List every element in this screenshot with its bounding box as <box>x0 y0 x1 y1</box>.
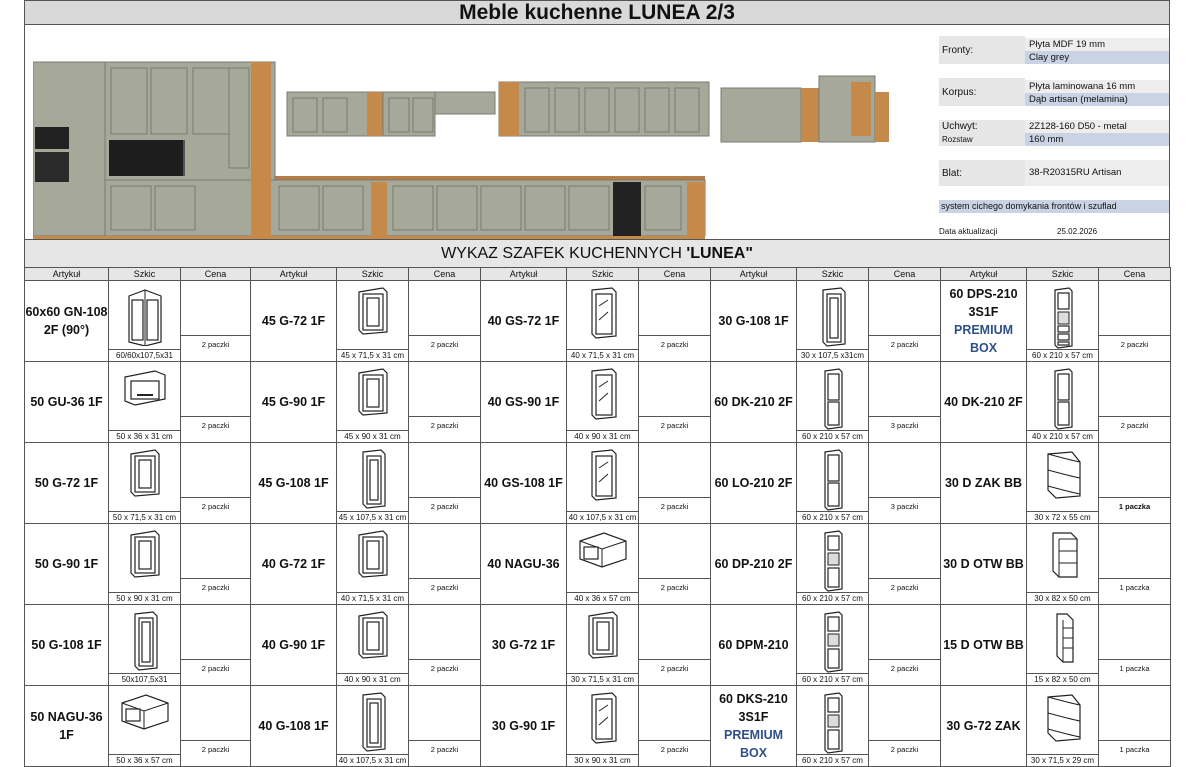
article-name: 40 G-90 1F <box>261 638 326 652</box>
dimensions-label: 50 x 36 x 31 cm <box>109 430 180 442</box>
sketch-cell <box>337 605 409 686</box>
column-header-artykul: Artykuł <box>711 268 797 281</box>
sketch-cell <box>797 362 869 443</box>
package-count: 2 paczki <box>409 416 480 442</box>
spec-label: Fronty: <box>939 36 1025 64</box>
sketch-cell <box>1027 281 1099 362</box>
price-cell <box>181 524 251 605</box>
package-count: 2 paczki <box>1099 335 1170 361</box>
sketch-cell <box>1027 362 1099 443</box>
sketch-cell <box>337 686 409 767</box>
dimensions-label: 40 x 90 x 31 cm <box>337 673 408 685</box>
sketch-cell <box>567 443 639 524</box>
price-cell <box>181 362 251 443</box>
sketch-cell <box>797 686 869 767</box>
column-header-szkic: Szkic <box>567 268 639 281</box>
package-count: 2 paczki <box>181 497 250 523</box>
article-name: 45 G-90 1F <box>261 395 326 409</box>
article-cell <box>481 362 567 443</box>
page-title: Meble kuchenne LUNEA 2/3 <box>24 0 1170 25</box>
column-header-cena: Cena <box>1099 268 1171 281</box>
update-date <box>939 227 1169 236</box>
spec-uchwyt <box>939 120 1169 133</box>
article-cell <box>711 686 797 767</box>
article-name: 60x60 GN-108 2F (90°) <box>25 305 108 337</box>
article-name: 40 GS-108 1F <box>484 476 563 490</box>
spec-value: Clay grey <box>1025 51 1169 64</box>
sketch-cell <box>567 524 639 605</box>
sketch-cell <box>109 524 181 605</box>
article-name: 40 GS-90 1F <box>487 395 560 409</box>
article-name: 30 G-72 1F <box>491 638 556 652</box>
price-cell <box>869 524 941 605</box>
dimensions-label: 50 x 36 x 57 cm <box>109 754 180 766</box>
sketch-cell <box>567 686 639 767</box>
article-cell <box>711 362 797 443</box>
package-count: 2 paczki <box>409 659 480 685</box>
article-cell <box>251 686 337 767</box>
article-name: 60 DP-210 2F <box>714 557 793 571</box>
article-cell <box>711 281 797 362</box>
column-header-szkic: Szkic <box>109 268 181 281</box>
package-count: 2 paczki <box>409 497 480 523</box>
column-header-cena: Cena <box>409 268 481 281</box>
price-cell <box>639 443 711 524</box>
price-cell <box>1099 524 1171 605</box>
package-count: 2 paczki <box>181 740 250 766</box>
package-count: 2 paczki <box>869 578 940 604</box>
article-name: 50 G-90 1F <box>34 557 99 571</box>
price-cell <box>869 686 941 767</box>
article-name: 45 G-108 1F <box>258 476 329 490</box>
article-cell <box>481 605 567 686</box>
price-cell <box>639 524 711 605</box>
price-cell <box>181 686 251 767</box>
dimensions-label: 40 x 71,5 x 31 cm <box>567 349 638 361</box>
article-cell <box>25 362 109 443</box>
dimensions-label: 50 x 90 x 31 cm <box>109 592 180 604</box>
package-count: 2 paczki <box>181 416 250 442</box>
article-name: 50 G-108 1F <box>31 638 102 652</box>
table-header-row <box>25 268 1171 281</box>
package-count: 1 paczka <box>1099 740 1170 766</box>
dimensions-label: 60/60x107,5x31 <box>109 349 180 361</box>
article-name: 30 D OTW BB <box>943 557 1024 571</box>
article-cell <box>251 524 337 605</box>
article-name: 15 D OTW BB <box>943 638 1024 652</box>
spec-value: Płyta laminowana 16 mm <box>1025 80 1169 93</box>
dimensions-label: 30 x 82 x 50 cm <box>1027 592 1098 604</box>
article-cell <box>941 281 1027 362</box>
package-count: 2 paczki <box>409 578 480 604</box>
price-cell <box>869 443 941 524</box>
dimensions-label: 60 x 210 x 57 cm <box>797 511 868 523</box>
dimensions-label: 15 x 82 x 50 cm <box>1027 673 1098 685</box>
article-cell <box>481 686 567 767</box>
spec-value: 160 mm <box>1025 133 1169 146</box>
article-name: 30 G-108 1F <box>718 314 789 328</box>
article-name: 40 DK-210 2F <box>944 395 1023 409</box>
price-cell <box>639 686 711 767</box>
article-cell <box>711 524 797 605</box>
column-header-szkic: Szkic <box>337 268 409 281</box>
package-count: 2 paczki <box>181 659 250 685</box>
list-title-prefix: WYKAZ SZAFEK KUCHENNYCH <box>441 245 687 262</box>
price-cell <box>869 362 941 443</box>
dimensions-label: 60 x 210 x 57 cm <box>797 592 868 604</box>
sketch-cell <box>337 362 409 443</box>
spec-blat <box>939 160 1169 186</box>
article-name: 45 G-72 1F <box>261 314 326 328</box>
price-cell <box>639 281 711 362</box>
package-count: 2 paczki <box>869 659 940 685</box>
price-cell <box>409 362 481 443</box>
package-count: 2 paczki <box>181 335 250 361</box>
dimensions-label: 40 x 210 x 57 cm <box>1027 430 1098 442</box>
spec-fronty <box>939 36 1169 64</box>
price-cell <box>181 443 251 524</box>
article-name: 30 G-90 1F <box>491 719 556 733</box>
hero-section <box>24 24 1170 240</box>
price-cell <box>409 443 481 524</box>
cabinet-table <box>24 267 1171 767</box>
package-count: 2 paczki <box>409 740 480 766</box>
article-name: 60 DPS-210 3S1F <box>949 287 1018 319</box>
column-header-artykul: Artykuł <box>251 268 337 281</box>
dimensions-label: 40 x 90 x 31 cm <box>567 430 638 442</box>
spec-label: Uchwyt: <box>939 120 1025 133</box>
package-count: 3 paczki <box>869 416 940 442</box>
price-cell <box>409 281 481 362</box>
article-cell <box>25 524 109 605</box>
sketch-cell <box>109 362 181 443</box>
column-header-cena: Cena <box>639 268 711 281</box>
article-name: 50 NAGU-36 1F <box>30 710 103 742</box>
article-cell <box>251 443 337 524</box>
spec-value: 2Z128-160 D50 - metal <box>1025 120 1169 133</box>
dimensions-label: 30 x 107,5 x31cm <box>797 349 868 361</box>
price-cell <box>409 524 481 605</box>
article-cell <box>25 686 109 767</box>
price-cell <box>1099 362 1171 443</box>
table-row <box>25 686 1171 767</box>
sketch-cell <box>109 281 181 362</box>
package-count: 2 paczki <box>639 659 710 685</box>
sketch-cell <box>567 281 639 362</box>
price-cell <box>1099 686 1171 767</box>
table-row <box>25 605 1171 686</box>
dimensions-label: 30 x 71,5 x 31 cm <box>567 673 638 685</box>
article-cell <box>481 443 567 524</box>
article-name: 60 LO-210 2F <box>714 476 793 490</box>
price-cell <box>409 605 481 686</box>
list-title-name: 'LUNEA" <box>686 245 753 262</box>
column-header-szkic: Szkic <box>797 268 869 281</box>
package-count: 2 paczki <box>639 497 710 523</box>
dimensions-label: 30 x 90 x 31 cm <box>567 754 638 766</box>
package-count: 2 paczki <box>181 578 250 604</box>
article-cell <box>25 605 109 686</box>
package-count: 2 paczki <box>409 335 480 361</box>
article-cell <box>25 443 109 524</box>
price-cell <box>869 605 941 686</box>
package-count: 1 paczka <box>1099 497 1170 523</box>
sketch-cell <box>337 524 409 605</box>
spec-label: Rozstaw <box>939 133 1025 146</box>
article-cell <box>251 362 337 443</box>
article-name: 60 DKS-210 3S1F <box>719 692 788 724</box>
package-count: 2 paczki <box>869 335 940 361</box>
package-count: 1 paczka <box>1099 659 1170 685</box>
dimensions-label: 40 x 36 x 57 cm <box>567 592 638 604</box>
column-header-cena: Cena <box>181 268 251 281</box>
price-cell <box>639 362 711 443</box>
premium-box-label: PREMIUM BOX <box>723 728 784 760</box>
article-name: 40 G-72 1F <box>261 557 326 571</box>
sketch-cell <box>797 281 869 362</box>
table-row <box>25 362 1171 443</box>
dimensions-label: 45 x 71,5 x 31 cm <box>337 349 408 361</box>
article-cell <box>711 605 797 686</box>
sketch-cell <box>109 686 181 767</box>
dimensions-label: 60 x 210 x 57 cm <box>1027 349 1098 361</box>
sketch-cell <box>337 281 409 362</box>
article-cell <box>941 605 1027 686</box>
sketch-cell <box>797 605 869 686</box>
spec-rozstaw <box>939 133 1169 146</box>
article-cell <box>941 686 1027 767</box>
article-cell <box>481 524 567 605</box>
spec-value: Dąb artisan (melamina) <box>1025 93 1169 106</box>
dimensions-label: 30 x 71,5 x 29 cm <box>1027 754 1098 766</box>
dimensions-label: 60 x 210 x 57 cm <box>797 754 868 766</box>
sketch-cell <box>1027 443 1099 524</box>
article-name: 60 DPM-210 <box>718 638 789 652</box>
package-count: 1 paczka <box>1099 578 1170 604</box>
package-count: 2 paczki <box>639 416 710 442</box>
spec-label: Korpus: <box>939 78 1025 106</box>
article-name: 40 GS-72 1F <box>487 314 560 328</box>
article-name: 50 G-72 1F <box>34 476 99 490</box>
dimensions-label: 45 x 90 x 31 cm <box>337 430 408 442</box>
date-label: Data aktualizacji <box>939 227 998 236</box>
dimensions-label: 40 x 71,5 x 31 cm <box>337 592 408 604</box>
dimensions-label: 60 x 210 x 57 cm <box>797 430 868 442</box>
list-title <box>24 239 1170 267</box>
dimensions-label: 40 x 107,5 x 31 cm <box>568 513 637 522</box>
price-cell <box>181 605 251 686</box>
sketch-cell <box>567 362 639 443</box>
price-cell <box>409 686 481 767</box>
package-count: 3 paczki <box>869 497 940 523</box>
spec-value: Płyta MDF 19 mm <box>1025 38 1169 51</box>
sketch-cell <box>109 443 181 524</box>
table-row <box>25 281 1171 362</box>
spec-panel <box>939 36 1169 236</box>
spec-value: 38-R20315RU Artisan <box>1025 160 1169 186</box>
column-header-szkic: Szkic <box>1027 268 1099 281</box>
column-header-cena: Cena <box>869 268 941 281</box>
article-cell <box>711 443 797 524</box>
dimensions-label: 45 x 107,5 x 31 cm <box>338 513 407 522</box>
dimensions-label: 60 x 210 x 57 cm <box>797 673 868 685</box>
package-count: 2 paczki <box>1099 416 1170 442</box>
sketch-cell <box>567 605 639 686</box>
article-cell <box>25 281 109 362</box>
dimensions-label: 50x107,5x31 <box>109 673 180 685</box>
sketch-cell <box>1027 686 1099 767</box>
spec-label: Blat: <box>939 160 1025 186</box>
article-name: 40 NAGU-36 <box>487 557 560 571</box>
article-name: 30 D ZAK BB <box>944 476 1023 490</box>
price-cell <box>869 281 941 362</box>
premium-box-label: PREMIUM BOX <box>953 323 1014 355</box>
dimensions-label: 40 x 107,5 x 31 cm <box>338 756 407 765</box>
article-name: 30 G-72 ZAK <box>946 719 1021 733</box>
dimensions-label: 50 x 71,5 x 31 cm <box>109 511 180 523</box>
article-cell <box>941 362 1027 443</box>
date-value: 25.02.2026 <box>1057 227 1098 236</box>
sketch-cell <box>1027 524 1099 605</box>
package-count: 2 paczki <box>639 335 710 361</box>
column-header-artykul: Artykuł <box>25 268 109 281</box>
price-cell <box>1099 443 1171 524</box>
price-cell <box>1099 281 1171 362</box>
spec-note: system cichego domykania frontów i szuflad <box>939 200 1169 213</box>
package-count: 2 paczki <box>869 740 940 766</box>
article-name: 40 G-108 1F <box>258 719 329 733</box>
table-row <box>25 443 1171 524</box>
article-cell <box>941 524 1027 605</box>
spec-korpus <box>939 78 1169 106</box>
package-count: 2 paczki <box>639 578 710 604</box>
price-cell <box>639 605 711 686</box>
sketch-cell <box>109 605 181 686</box>
sketch-cell <box>797 443 869 524</box>
kitchen-render-image <box>33 52 913 242</box>
price-cell <box>1099 605 1171 686</box>
table-row <box>25 524 1171 605</box>
dimensions-label: 30 x 72 x 55 cm <box>1027 511 1098 523</box>
column-header-artykul: Artykuł <box>481 268 567 281</box>
sketch-cell <box>1027 605 1099 686</box>
article-cell <box>251 605 337 686</box>
package-count: 2 paczki <box>639 740 710 766</box>
article-name: 50 GU-36 1F <box>30 395 103 409</box>
article-cell <box>481 281 567 362</box>
article-name: 60 DK-210 2F <box>714 395 793 409</box>
sketch-cell <box>337 443 409 524</box>
column-header-artykul: Artykuł <box>941 268 1027 281</box>
price-cell <box>181 281 251 362</box>
sketch-cell <box>797 524 869 605</box>
article-cell <box>941 443 1027 524</box>
article-cell <box>251 281 337 362</box>
